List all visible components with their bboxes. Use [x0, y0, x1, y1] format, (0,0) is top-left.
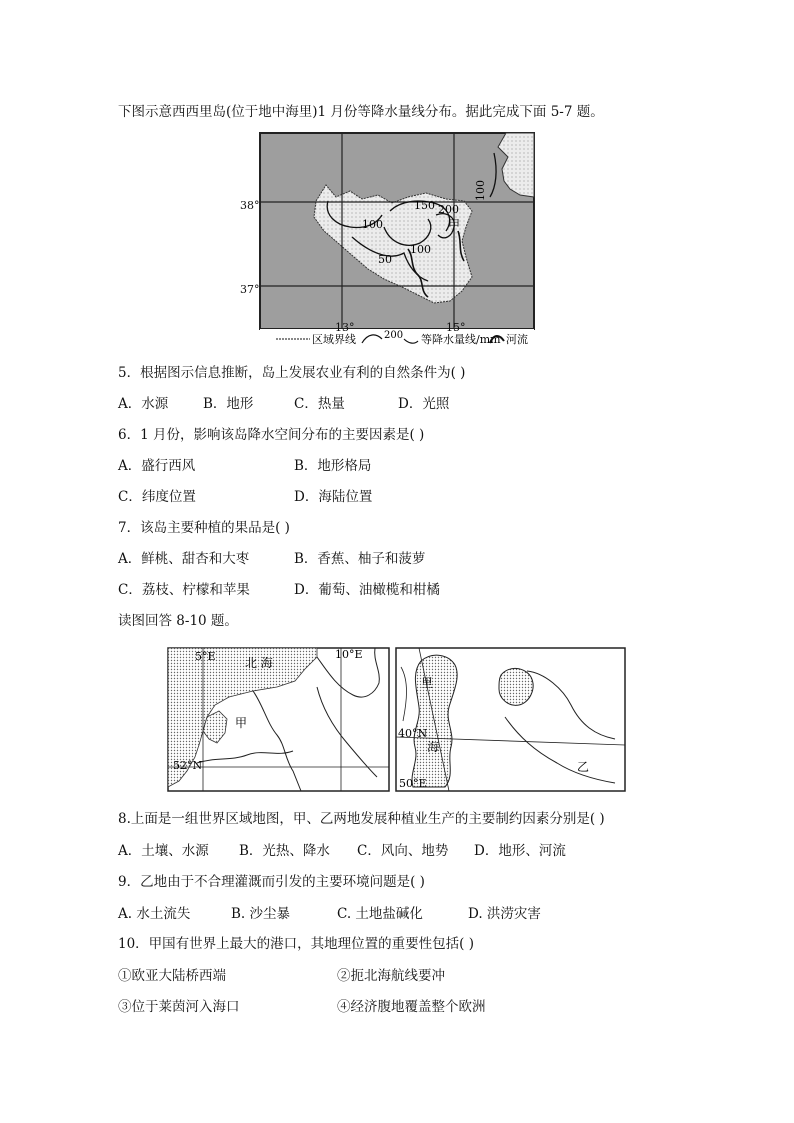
q8-option-b: B．光热、降水 [239, 843, 330, 859]
q5-option-a: A．水源 [118, 396, 169, 412]
q10-option-3: ③位于莱茵河入海口 [118, 999, 240, 1015]
q10-stem: 10．甲国有世界上最大的港口，其地理位置的重要性包括( ) [118, 936, 475, 952]
label-yi: 乙 [577, 760, 590, 774]
label-40n: 40°N [398, 727, 428, 740]
label-10e: 10°E [335, 648, 363, 661]
label-north-sea: 北 海 [245, 656, 273, 670]
q5-option-c: C．热量 [294, 396, 345, 412]
q10-option-1: ①欧亚大陆桥西端 [118, 968, 226, 984]
legend-iso: 等降水量线/mm [421, 333, 501, 346]
map1-lon-13: 13° [335, 321, 355, 334]
label-hai: 海 [427, 740, 440, 754]
map1-lon-15: 15° [446, 321, 466, 334]
label-52n: 52°N [173, 759, 203, 772]
q8-option-c: C．风向、地势 [357, 843, 449, 859]
q8-stem: 8.上面是一组世界区域地图，甲、乙两地发展种植业生产的主要制约因素分别是( ) [118, 811, 605, 827]
q6-stem: 6．1 月份，影响该岛降水空间分布的主要因素是( ) [118, 427, 425, 443]
label-5e: 5°E [195, 650, 216, 663]
q9-option-c: C. 土地盐碱化 [337, 906, 423, 922]
q6-option-d: D．海陆位置 [294, 489, 373, 505]
q9-stem: 9．乙地由于不合理灌溉而引发的主要环境问题是( ) [118, 874, 425, 890]
netherlands-map [167, 647, 390, 792]
caspian-map-svg [395, 647, 626, 792]
q7-option-c: C．荔枝、柠檬和苹果 [118, 582, 250, 598]
q6-option-c: C．纬度位置 [118, 489, 196, 505]
q8-option-a: A．土壤、水源 [118, 843, 209, 859]
isoline-label-200: 200 [438, 203, 459, 216]
q9-option-d: D. 洪涝灾害 [468, 906, 541, 922]
sicily-map-svg [258, 131, 536, 355]
isoline-label-50: 50 [378, 253, 392, 266]
netherlands-map-svg [167, 647, 390, 792]
intro-text-8-10: 读图回答 8-10 题。 [118, 613, 238, 629]
q5-option-d: D．光照 [398, 396, 450, 412]
q10-option-4: ④经济腹地覆盖整个欧洲 [337, 999, 486, 1015]
map1-lat-37: 37° [240, 283, 260, 296]
intro-text-5-7: 下图示意西西里岛(位于地中海里)1 月份等降水量线分布。据此完成下面 5-7 题。 [118, 104, 604, 120]
label-50e: 50°E [399, 777, 427, 790]
q7-option-a: A．鲜桃、甜杏和大枣 [118, 551, 250, 567]
sicily-precipitation-map [258, 131, 536, 355]
isoline-label-100a: 100 [362, 218, 383, 231]
q7-stem: 7．该岛主要种植的果品是( ) [118, 520, 290, 536]
q8-option-d: D．地形、河流 [474, 843, 566, 859]
legend-river: 河流 [506, 333, 528, 346]
q7-option-d: D．葡萄、油橄榄和柑橘 [294, 582, 440, 598]
label-jia: 甲 [448, 218, 461, 232]
legend-boundary: 区域界线 [312, 333, 356, 346]
label-jia-map2: 甲 [235, 716, 248, 730]
isoline-label-150: 150 [414, 199, 435, 212]
isoline-label-100c: 100 [474, 180, 487, 201]
q6-option-b: B．地形格局 [294, 458, 372, 474]
q9-option-b: B. 沙尘暴 [231, 906, 291, 922]
map1-lat-38: 38° [240, 199, 260, 212]
q7-option-b: B．香蕉、柚子和菠萝 [294, 551, 426, 567]
caspian-map [395, 647, 626, 792]
q6-option-a: A．盛行西风 [118, 458, 196, 474]
q9-option-a: A. 水土流失 [118, 906, 191, 922]
legend-iso-value: 200 [384, 330, 404, 341]
q5-option-b: B．地形 [203, 396, 254, 412]
q10-option-2: ②扼北海航线要冲 [337, 968, 445, 984]
q5-stem: 5．根据图示信息推断，岛上发展农业有利的自然条件为( ) [118, 365, 466, 381]
label-li: 里 [421, 676, 434, 690]
isoline-label-100b: 100 [410, 243, 431, 256]
aral-sea [499, 668, 533, 705]
